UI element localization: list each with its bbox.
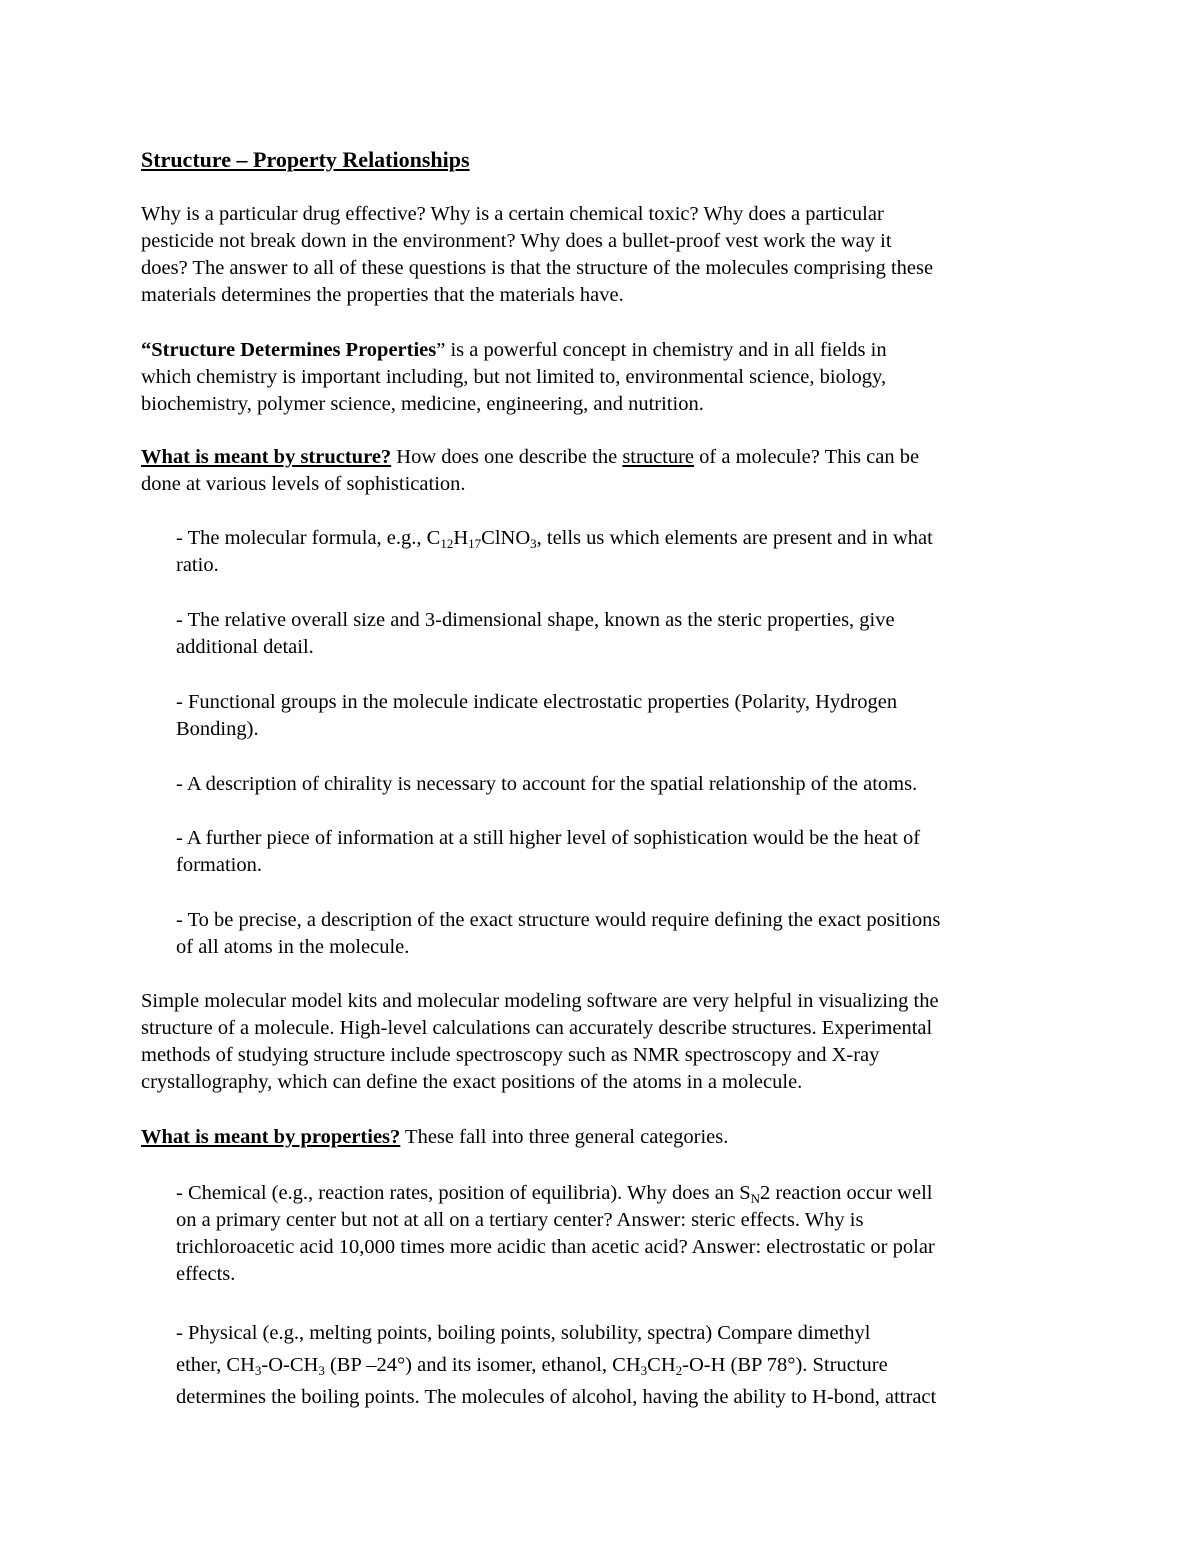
structure-heading: What is meant by structure? bbox=[141, 446, 392, 468]
bullet-line: formation. bbox=[176, 854, 262, 876]
properties-line bbox=[141, 1124, 1081, 1151]
concept-bold: “Structure Determines Properties bbox=[141, 339, 437, 361]
models-line: Simple molecular model kits and molecular modeling software are very helpful in visualizing the bbox=[141, 990, 939, 1012]
bullet-line bbox=[176, 525, 1076, 552]
models-line: methods of studying structure include spectroscopy such as NMR spectroscopy and X-ray bbox=[141, 1044, 880, 1066]
structure-underlined: structure bbox=[622, 446, 695, 468]
bullet-exact-structure bbox=[176, 907, 1076, 961]
bullet-text: 2 reaction occur well bbox=[760, 1182, 933, 1204]
properties-paragraph bbox=[141, 1124, 1081, 1151]
bullet-text: , tells us which elements are present and in what bbox=[536, 527, 933, 549]
intro-paragraph bbox=[141, 201, 1081, 309]
bullet-line: ratio. bbox=[176, 554, 219, 576]
subscript: 3 bbox=[530, 536, 537, 551]
concept-line: biochemistry, polymer science, medicine, engineering, and nutrition. bbox=[141, 393, 704, 415]
subscript: 3 bbox=[254, 1363, 262, 1378]
bullet-text: -O-CH bbox=[261, 1354, 319, 1376]
intro-line: does? The answer to all of these questions is that the structure of the molecules comprising these bbox=[141, 257, 934, 279]
bullet-line: Bonding). bbox=[176, 718, 259, 740]
bullet-line: - A further piece of information at a still higher level of sophistication would be the heat of bbox=[176, 827, 921, 849]
structure-text: How does one describe the bbox=[391, 446, 623, 468]
bullet-text: -O-H (BP 78°). Structure bbox=[682, 1354, 888, 1376]
bullet-line: - A description of chirality is necessary to account for the spatial relationship of the atoms. bbox=[176, 773, 918, 795]
structure-line: done at various levels of sophistication. bbox=[141, 473, 466, 495]
bullet-line bbox=[176, 1349, 1076, 1381]
bullet-molecular-formula bbox=[176, 525, 1076, 579]
intro-line: Why is a particular drug effective? Why is a certain chemical toxic? Why does a particular bbox=[141, 203, 884, 225]
properties-heading: What is meant by properties? bbox=[141, 1126, 401, 1148]
bullet-physical bbox=[176, 1317, 1076, 1413]
structure-line bbox=[141, 444, 1081, 471]
bullet-text: H bbox=[453, 527, 469, 549]
bullet-line: on a primary center but not at all on a tertiary center? Answer: steric effects. Why is bbox=[176, 1209, 864, 1231]
bullet-heat-of-formation bbox=[176, 825, 1076, 879]
bullet-chirality bbox=[176, 771, 1076, 798]
bullet-text: ether, CH bbox=[176, 1354, 255, 1376]
models-line: structure of a molecule. High-level calculations can accurately describe structures. Experimental bbox=[141, 1017, 933, 1039]
subscript: 12 bbox=[440, 536, 454, 551]
page-title: Structure – Property Relationships bbox=[141, 147, 470, 172]
bullet-line: trichloroacetic acid 10,000 times more acidic than acetic acid? Answer: electrostatic or polar bbox=[176, 1236, 935, 1258]
bullet-line: effects. bbox=[176, 1263, 236, 1285]
structure-text: of a molecule? This can be bbox=[694, 446, 920, 468]
properties-text: These fall into three general categories. bbox=[400, 1126, 729, 1148]
bullet-text: - Chemical (e.g., reaction rates, position of equilibria). Why does an S bbox=[176, 1182, 751, 1204]
subscript: 2 bbox=[675, 1363, 683, 1378]
bullet-line: additional detail. bbox=[176, 636, 314, 658]
concept-line bbox=[141, 337, 1081, 364]
bullet-text: CH bbox=[647, 1354, 676, 1376]
bullet-functional-groups bbox=[176, 689, 1076, 743]
bullet-line: - Physical (e.g., melting points, boiling points, solubility, spectra) Compare dimethyl bbox=[176, 1322, 871, 1344]
bullet-line: - The relative overall size and 3-dimensional shape, known as the steric properties, give bbox=[176, 609, 895, 631]
bullet-line: determines the boiling points. The molecules of alcohol, having the ability to H-bond, attract bbox=[176, 1386, 937, 1408]
bullet-line: of all atoms in the molecule. bbox=[176, 936, 410, 958]
concept-text: ” is a powerful concept in chemistry and in all fields in bbox=[436, 339, 887, 361]
subscript: 3 bbox=[318, 1363, 325, 1378]
bullet-chemical bbox=[176, 1180, 1076, 1288]
intro-line: materials determines the properties that the materials have. bbox=[141, 284, 624, 306]
bullet-steric bbox=[176, 607, 1076, 661]
bullet-line bbox=[176, 1180, 1076, 1207]
models-paragraph bbox=[141, 988, 1081, 1096]
bullet-line: - To be precise, a description of the exact structure would require defining the exact positions bbox=[176, 909, 941, 931]
intro-line: pesticide not break down in the environment? Why does a bullet-proof vest work the way it bbox=[141, 230, 892, 252]
structure-paragraph bbox=[141, 444, 1081, 498]
bullet-text: ClNO bbox=[481, 527, 531, 549]
bullet-line: - Functional groups in the molecule indicate electrostatic properties (Polarity, Hydrogen bbox=[176, 691, 898, 713]
subscript: 3 bbox=[640, 1363, 648, 1378]
bullet-text: (BP –24°) and its isomer, ethanol, CH bbox=[324, 1354, 641, 1376]
subscript: N bbox=[750, 1191, 760, 1206]
concept-paragraph bbox=[141, 337, 1081, 418]
concept-line: which chemistry is important including, but not limited to, environmental science, biology, bbox=[141, 366, 887, 388]
subscript: 17 bbox=[468, 536, 482, 551]
bullet-text: - The molecular formula, e.g., C bbox=[176, 527, 441, 549]
models-line: crystallography, which can define the exact positions of the atoms in a molecule. bbox=[141, 1071, 803, 1093]
